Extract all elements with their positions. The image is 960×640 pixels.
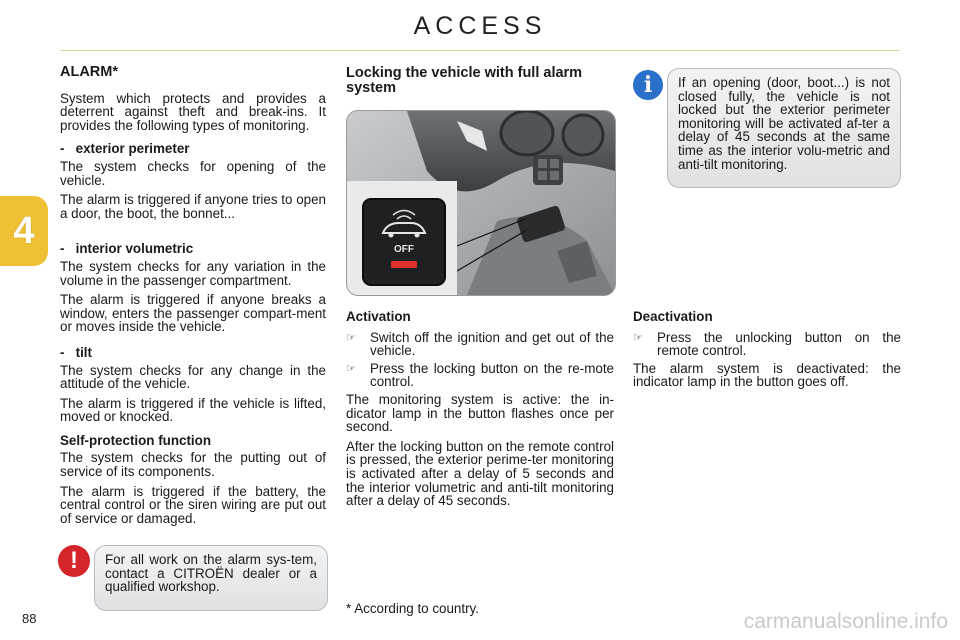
list-item: ☞ Press the unlocking button on the remote control. — [633, 329, 901, 359]
footnote: * According to country. — [346, 601, 479, 616]
dashboard-photo — [346, 110, 616, 296]
tilt-p2: The alarm is triggered if the vehicle is lifted, moved or knocked. — [60, 395, 326, 425]
tilt-p1: The system checks for any change in the attitude of the vehicle. — [60, 362, 326, 392]
activation-heading: Activation — [346, 309, 411, 324]
hand-pointer-icon: ☞ — [346, 362, 356, 375]
exterior-heading: - exterior perimeter — [60, 141, 190, 157]
tilt-heading: - tilt — [60, 344, 92, 360]
interior-heading: - interior volumetric — [60, 241, 194, 257]
hand-pointer-icon: ☞ — [633, 331, 643, 344]
selfprot-heading: Self-protection function — [60, 432, 212, 448]
exterior-p1: The system checks for opening of the vehicle. — [60, 158, 326, 188]
activation-p2: After the locking button on the remote control is pressed, the exterior perime-ter monitoring is activated after a delay of 5 seconds and the interior volumetric and anti-tilt monitoring after a delay of 45 seconds. — [346, 438, 614, 509]
page-title: ACCESS — [413, 12, 547, 40]
locking-heading: Locking the vehicle with full alarm system — [346, 65, 583, 96]
chapter-tab — [0, 196, 48, 266]
info-note — [667, 68, 901, 188]
list-item: ☞ Press the locking button on the re-mote control. — [346, 360, 614, 390]
deactivation-heading: Deactivation — [633, 309, 713, 324]
indicator-lamp — [391, 261, 417, 268]
exterior-p2: The alarm is triggered if anyone tries to open a door, the boot, the bonnet... — [60, 192, 326, 221]
warning-note — [94, 545, 328, 611]
exclamation-icon: ! — [58, 545, 90, 577]
alarm-heading: ALARM* — [60, 64, 118, 80]
header-rule — [60, 50, 900, 51]
right-column — [633, 310, 901, 395]
off-label: OFF — [394, 244, 414, 255]
interior-p1: The system checks for any variation in the volume in the passenger compartment. — [60, 258, 326, 288]
middle-heading-block — [346, 66, 614, 108]
info-note-text: If an opening (door, boot...) is not closed fully, the vehicle is not locked but the exterior perimeter monitoring will be activated af-ter a delay of 45 seconds at the same time as the interior volu-metric and anti-tilt monitoring. — [678, 75, 890, 172]
watermark: carmanualsonline.info — [743, 610, 948, 633]
chapter-number: 4 — [13, 209, 35, 252]
left-column — [60, 66, 326, 531]
hand-pointer-icon: ☞ — [346, 331, 356, 344]
deactivation-p1: The alarm system is deactivated: the indicator lamp in the button goes off. — [633, 360, 901, 390]
selfprot-p1: The system checks for the putting out of service of its components. — [60, 450, 326, 480]
page-number: 88 — [22, 611, 37, 626]
selfprot-p2: The alarm is triggered if the battery, the central control or the siren wiring are put out of service or damaged. — [60, 483, 326, 526]
interior-p2: The alarm is triggered if anyone breaks a window, enters the passenger compart-ment or moves inside the vehicle. — [60, 292, 326, 335]
dashboard-illustration — [347, 111, 615, 295]
middle-column — [346, 310, 614, 514]
activation-p1: The monitoring system is active: the in-dicator lamp in the button flashes once per second. — [346, 391, 614, 435]
warning-note-text: For all work on the alarm sys-tem, contact a CITROËN dealer or a qualified workshop. — [105, 552, 317, 595]
list-item: ☞ Switch off the ignition and get out of the vehicle. — [346, 329, 614, 359]
info-icon: i — [633, 70, 663, 100]
alarm-intro: System which protects and provides a deterrent against theft and break-ins. It provides the following types of monitoring. — [60, 90, 326, 133]
